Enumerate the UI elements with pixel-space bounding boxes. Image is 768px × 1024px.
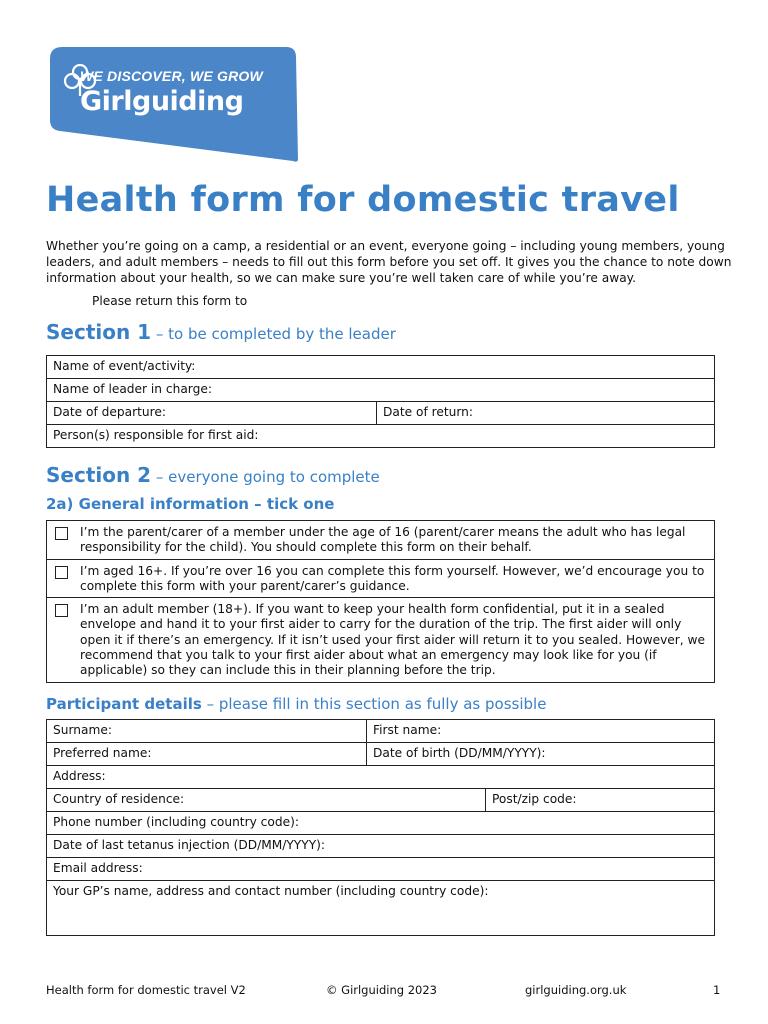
section1-subtitle: – to be completed by the leader (151, 325, 396, 343)
footer-website[interactable]: girlguiding.org.uk (525, 983, 627, 997)
section2-heading (46, 463, 380, 487)
checkbox[interactable] (55, 566, 68, 579)
first-aid-field[interactable]: Person(s) responsible for first aid: (47, 425, 715, 448)
page-title: Health form for domestic travel (46, 180, 680, 220)
address-field[interactable]: Address: (47, 766, 715, 789)
general-info-options (46, 520, 715, 683)
preferred-name-field[interactable]: Preferred name: (47, 743, 367, 766)
gp-details-field[interactable]: Your GP’s name, address and contact number (including country code): (47, 881, 715, 936)
option-aged-16-plus (47, 559, 714, 598)
departure-date-field[interactable]: Date of departure: (47, 402, 377, 425)
country-field[interactable]: Country of residence: (47, 789, 486, 812)
general-info-heading: 2a) General information – tick one (46, 495, 335, 513)
email-field[interactable]: Email address: (47, 858, 715, 881)
participant-details-heading (46, 695, 546, 713)
return-date-field[interactable]: Date of return: (377, 402, 715, 425)
footer-doc-name: Health form for domestic travel V2 (46, 983, 246, 997)
intro-paragraph: Whether you’re going on a camp, a residential or an event, everyone going – including young members, young leaders, and adult members – needs to fill out this form before you set off. It gives you the chance to note down information about your health, so we can make sure you’re well taken care of while you’re away. (46, 239, 732, 285)
tetanus-date-field[interactable]: Date of last tetanus injection (DD/MM/YYYY): (47, 835, 715, 858)
event-name-field[interactable]: Name of event/activity: (47, 356, 715, 379)
option-text: I’m the parent/carer of a member under the age of 16 (parent/carer means the adult who has legal responsibility for the child). You should complete this form on their behalf. (80, 525, 686, 555)
section1-title: Section 1 (46, 320, 152, 344)
checkbox[interactable] (55, 527, 68, 540)
participant-subtitle: – please fill in this section as fully as possible (201, 695, 547, 713)
leader-name-field[interactable]: Name of leader in charge: (47, 379, 715, 402)
footer-copyright: © Girlguiding 2023 (326, 983, 437, 997)
logo-tagline: WE DISCOVER, WE GROW (80, 68, 263, 84)
participant-table (46, 719, 715, 936)
section1-table (46, 355, 715, 448)
logo-brand-name: Girlguiding (80, 86, 244, 117)
section2-title: Section 2 (46, 463, 152, 487)
surname-field[interactable]: Surname: (47, 720, 367, 743)
date-of-birth-field[interactable]: Date of birth (DD/MM/YYYY): (367, 743, 715, 766)
option-text: I’m an adult member (18+). If you want to keep your health form confidential, put it in a sealed envelope and hand it to your first aider to carry for the duration of the trip. The first aider will only open it if there’s an emergency. If it isn’t used your first aider will return it to you sealed. However, we recommend that you talk to your first aider about what an emergency may look like for you (if applicable) so they can include this in their planning before the trip. (80, 602, 705, 678)
section2-subtitle: – everyone going to complete (151, 468, 380, 486)
return-instruction: Please return this form to (92, 294, 248, 308)
participant-title: Participant details (46, 695, 202, 713)
footer-page-number: 1 (713, 983, 721, 997)
option-parent-carer (47, 521, 714, 559)
option-adult-member (47, 597, 714, 681)
section1-heading (46, 320, 396, 344)
phone-field[interactable]: Phone number (including country code): (47, 812, 715, 835)
postcode-field[interactable]: Post/zip code: (486, 789, 715, 812)
first-name-field[interactable]: First name: (367, 720, 715, 743)
checkbox[interactable] (55, 604, 68, 617)
option-text: I’m aged 16+. If you’re over 16 you can complete this form yourself. However, we’d encourage you to complete this form with your parent/carer’s guidance. (80, 563, 705, 593)
